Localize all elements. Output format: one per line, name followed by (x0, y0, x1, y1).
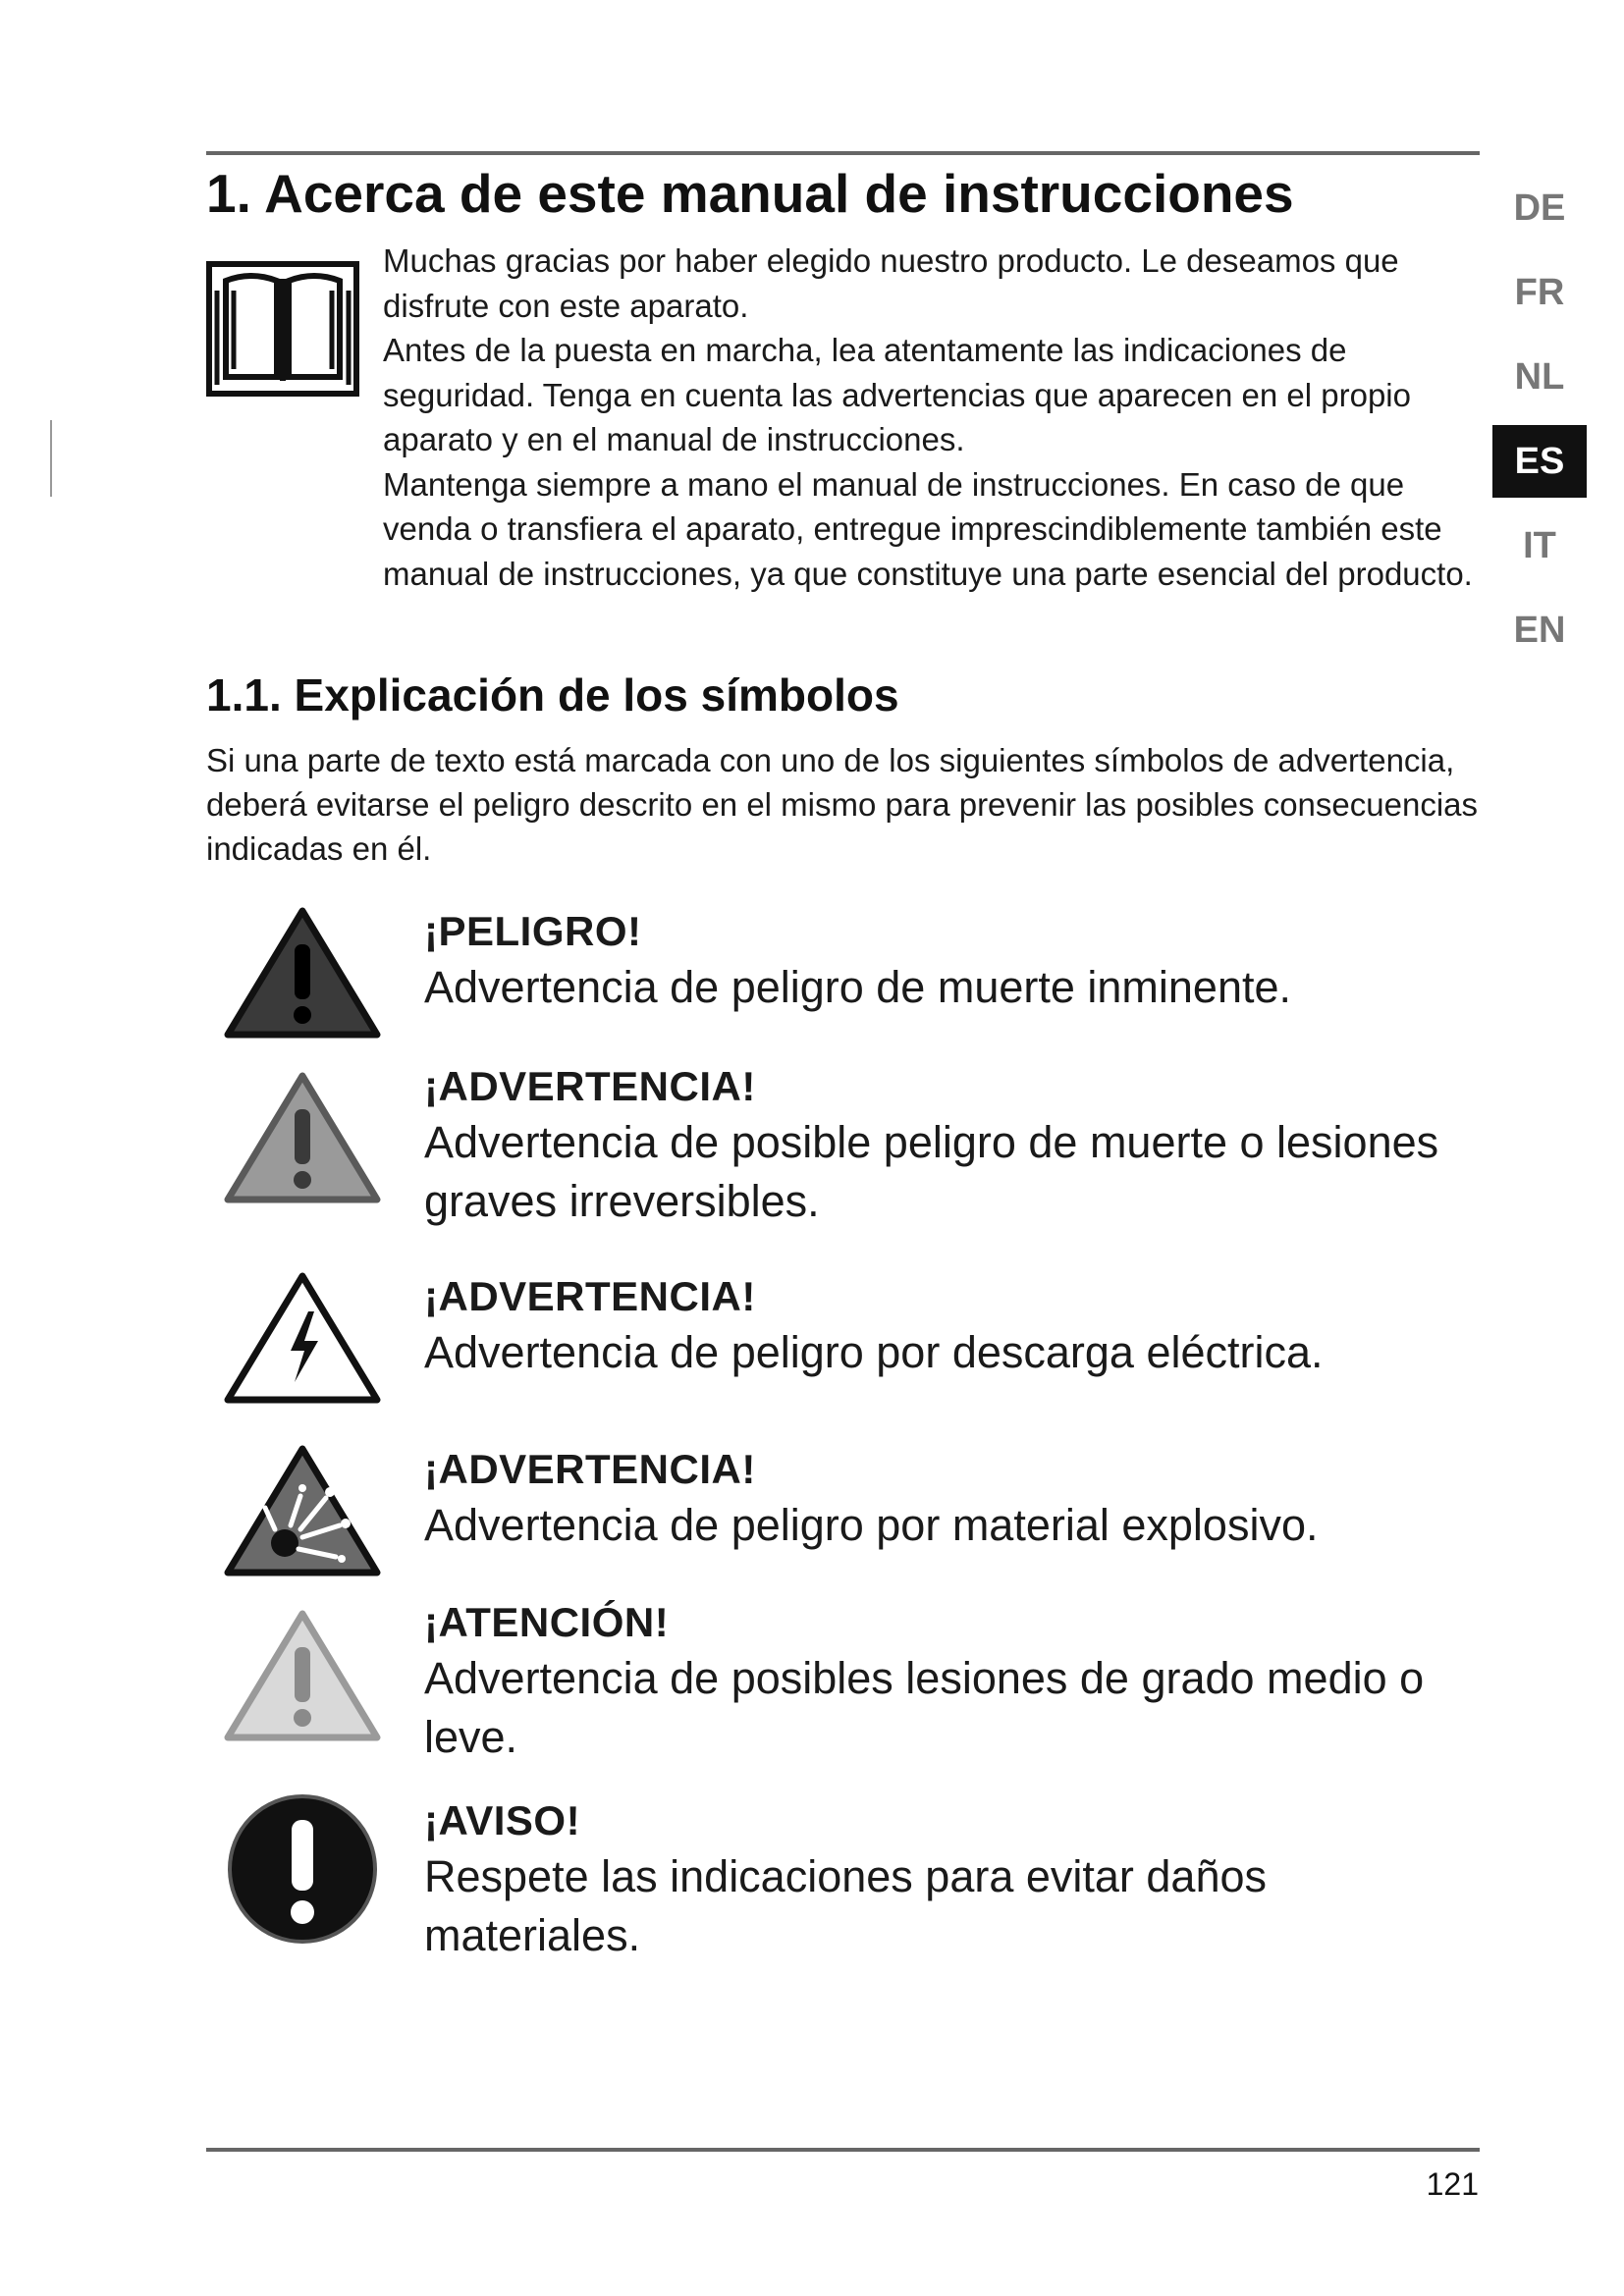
margin-mark (50, 420, 52, 497)
page-number: 121 (1426, 2166, 1479, 2202)
intro-text (383, 239, 1481, 596)
page-title: 1. Acerca de este manual de instrucciones (206, 163, 1294, 224)
symbol-title: ¡ADVERTENCIA! (424, 1446, 756, 1492)
explosive-icon (224, 1443, 381, 1580)
open-book-icon (206, 261, 359, 397)
lang-tab-nl[interactable]: NL (1514, 356, 1565, 398)
symbol-description: Advertencia de peligro por descarga eléctrica. (424, 1327, 1324, 1377)
symbol-description: Respete las indicaciones para evitar daños materiales. (424, 1851, 1268, 1960)
symbol-description: Advertencia de peligro por material explosivo. (424, 1500, 1319, 1550)
symbol-title: ¡ADVERTENCIA! (424, 1063, 756, 1109)
symbol-item (206, 1596, 1483, 1794)
symbol-description: Advertencia de posibles lesiones de grado medio o leve. (424, 1653, 1425, 1762)
bottom-rule (206, 2148, 1480, 2152)
symbol-title: ¡ADVERTENCIA! (424, 1273, 756, 1319)
intro-paragraph: Muchas gracias por haber elegido nuestro producto. Le deseamos que disfrute con este aparato. (383, 242, 1399, 324)
lang-tab-fr[interactable]: FR (1514, 272, 1565, 313)
symbol-description: Advertencia de peligro de muerte inminente. (424, 962, 1292, 1012)
symbol-item (206, 1443, 1483, 1596)
intro-paragraph: Antes de la puesta en marcha, lea atentamente las indicaciones de seguridad. Tenga en cuenta las advertencias que aparecen en el propio aparato y en el manual de instrucciones. (383, 332, 1411, 457)
symbol-item (206, 905, 1483, 1060)
symbol-title: ¡ATENCIÓN! (424, 1599, 670, 1645)
lang-tab-de[interactable]: DE (1513, 187, 1566, 229)
electric-shock-icon (224, 1270, 381, 1408)
symbol-description: Advertencia de posible peligro de muerte o lesiones graves irreversibles. (424, 1117, 1439, 1226)
lang-tab-it[interactable]: IT (1523, 525, 1556, 566)
notice-icon (224, 1790, 381, 1948)
section-subtitle: 1.1. Explicación de los símbolos (206, 669, 899, 721)
caution-icon (224, 1608, 381, 1745)
symbols-intro: Si una parte de texto está marcada con uno de los siguientes símbolos de advertencia, deberá evitarse el peligro descrito en el mismo para prevenir las posibles consecuencias indicadas en él. (206, 742, 1479, 867)
symbol-item (206, 1270, 1483, 1443)
warning-icon (224, 1070, 381, 1207)
top-rule (206, 151, 1480, 155)
symbol-title: ¡PELIGRO! (424, 908, 642, 954)
lang-tab-es[interactable]: ES (1492, 425, 1587, 498)
symbol-title: ¡AVISO! (424, 1797, 581, 1843)
lang-tab-en[interactable]: EN (1513, 610, 1566, 651)
danger-icon (224, 905, 381, 1042)
symbol-item (206, 1794, 1483, 1971)
symbol-item (206, 1060, 1483, 1270)
symbol-list (206, 905, 1483, 1971)
intro-paragraph: Mantenga siempre a mano el manual de instrucciones. En caso de que venda o transfiera el aparato, entregue imprescindiblemente también este manual de instrucciones, ya que constituye una parte esencial del producto. (383, 465, 1473, 592)
